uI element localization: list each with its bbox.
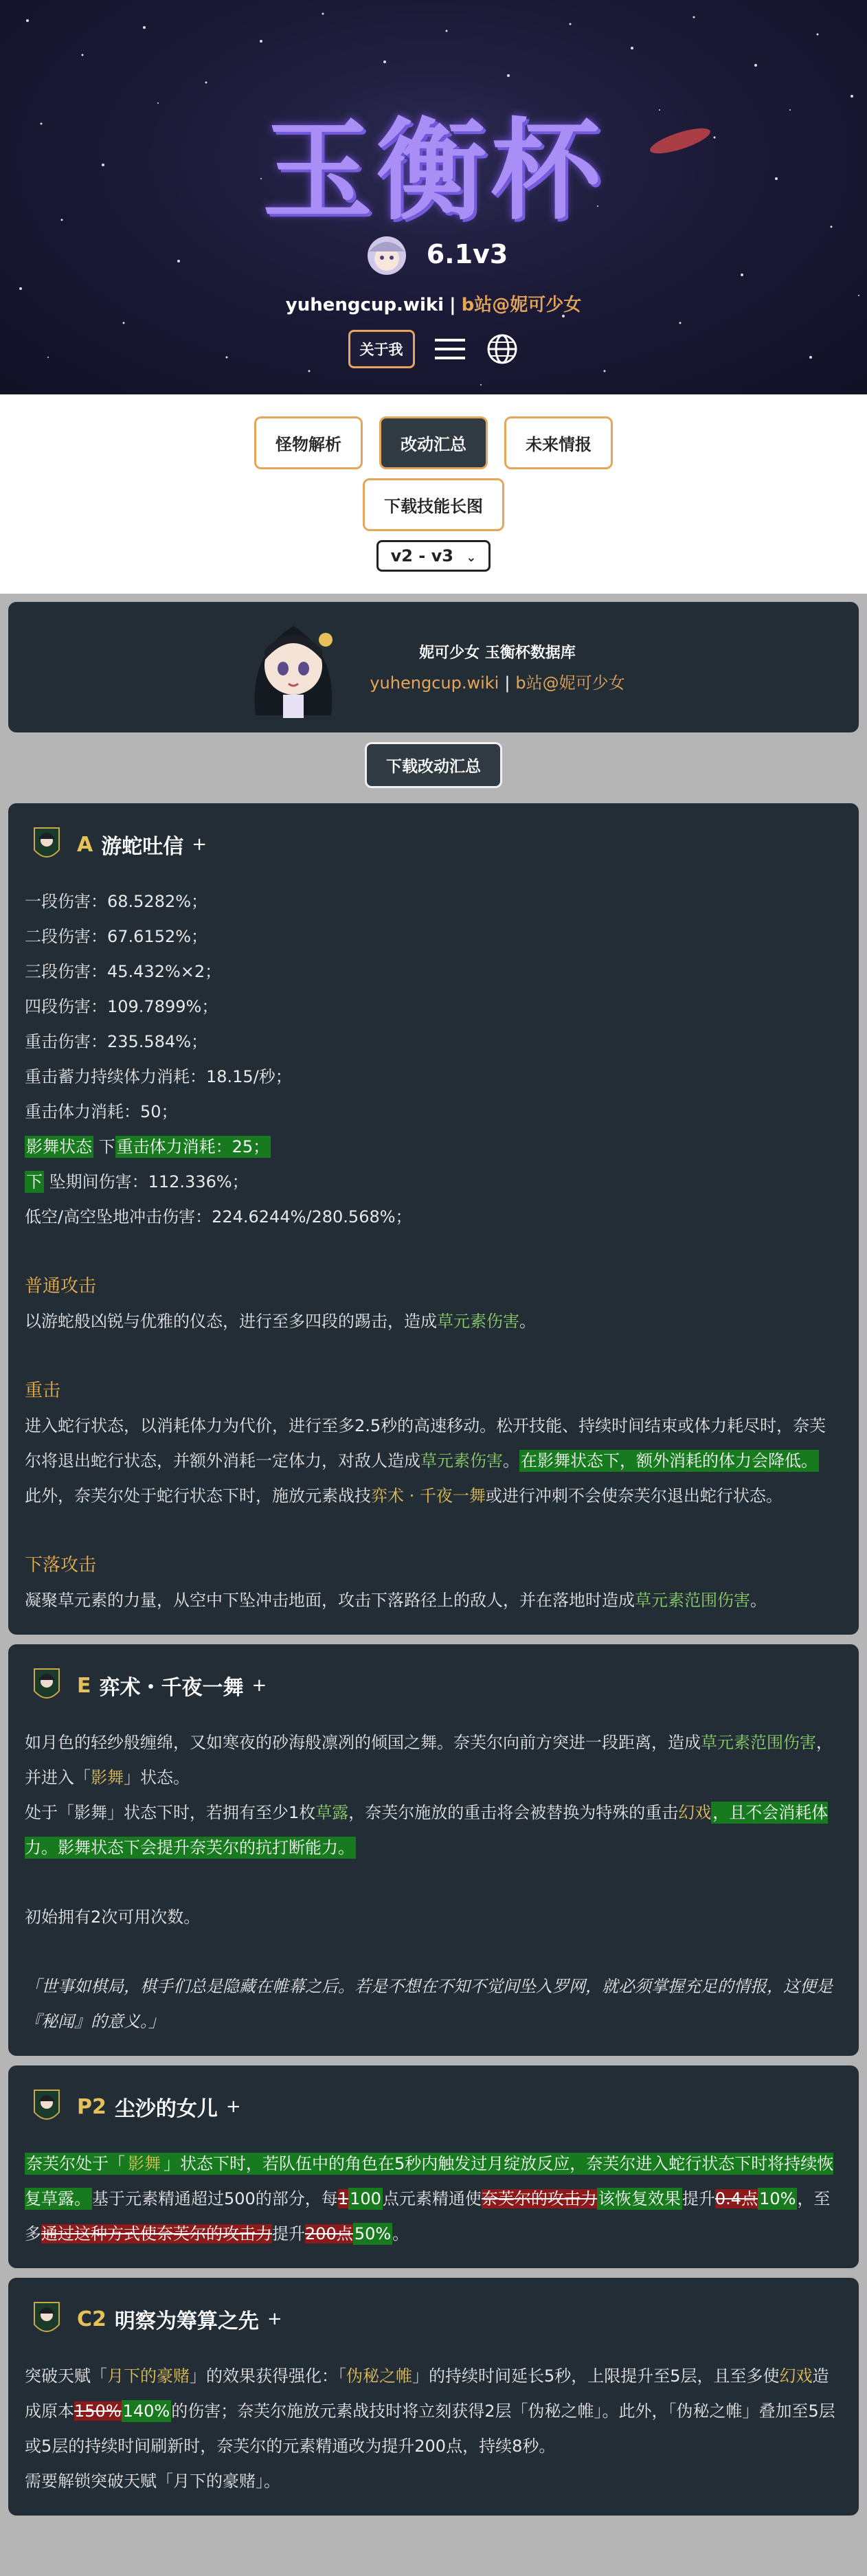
skill-reference: 幻戏 (678, 1803, 712, 1822)
skill-reference: 弈术 · 千夜一舞 (371, 1486, 486, 1505)
stat-line: 一段伤害：68.5282%； (25, 892, 208, 911)
skill-card-p2 (8, 2065, 859, 2268)
text: 」的效果获得强化：「 (190, 2366, 346, 2386)
skill-name: 游蛇吐信 (101, 835, 184, 859)
section-text (25, 2359, 842, 2464)
download-changes-button[interactable]: 下载改动汇总 (365, 742, 502, 788)
intro-divider: | (504, 673, 510, 693)
version-label: 6.1v3 (426, 239, 508, 269)
nav-panel (0, 394, 867, 594)
stat-line: 重击伤害：235.584%； (25, 1032, 208, 1051)
added-text: 10% (759, 2189, 796, 2208)
hero-links (0, 291, 867, 316)
version-select-value: v2 - v3 (390, 546, 453, 565)
skill-name: 尘沙的女儿 (114, 2097, 218, 2121)
added-text: 在影舞状态下，额外消耗的体力会降低。 (521, 1451, 818, 1470)
dendro-text: 草元素伤害 (437, 1312, 519, 1331)
expand-toggle[interactable]: + (225, 2096, 241, 2117)
section-title: 普通攻击 (25, 1276, 97, 1297)
removed-text: 奈芙尔的攻击力 (481, 2189, 597, 2208)
added-text: 影舞 (128, 2154, 161, 2173)
version-row (0, 227, 867, 282)
skill-portrait-icon (25, 822, 69, 866)
text: 」状态。 (124, 1768, 190, 1787)
intro-links (370, 669, 624, 693)
added-text: 重击体力消耗：25； (116, 1137, 270, 1156)
section-title: 重击 (25, 1380, 61, 1401)
hero-banner (0, 0, 867, 394)
skill-key: E (77, 1673, 91, 1698)
added-text: 」状态下时，若队伍中的角色在5秒内触发过月绽放反应，奈芙尔进入蛇行状态下时将持续恢复草露。 (25, 2154, 834, 2208)
site-link[interactable]: yuhengcup.wiki (285, 295, 444, 315)
spacer (25, 1866, 842, 1900)
stat-line: 二段伤害：67.6152%； (25, 927, 208, 946)
chevron-down-icon: ⌄ (466, 550, 477, 565)
skill-header (25, 822, 842, 866)
skill-portrait-icon (25, 1664, 69, 1707)
skill-key: P2 (77, 2094, 106, 2119)
text: 点元素精通使 (382, 2189, 482, 2208)
text: 的伤害；奈芙尔施放元素战技时将立刻获得2层「伪秘之帷」。此外，「伪秘之帷」叠加至5层或5层的持续时间刷新时，奈芙尔的元素精通改为提升200点，持续8秒。 (25, 2401, 835, 2456)
site-logo: 玉衡杯 (262, 106, 605, 235)
text: 凝聚草元素的力量，从空中下坠冲击地面，攻击下落路径上的敌人，并在落地时造成 (25, 1591, 635, 1610)
dendro-text: 草元素伤害 (420, 1451, 503, 1470)
dendro-text: 草露 (315, 1803, 349, 1822)
text: 提升 (682, 2189, 715, 2208)
stat-line: 三段伤害：45.432%×2； (25, 962, 222, 981)
text: 。 (519, 1312, 536, 1331)
stat-text: 坠期间伤害：112.336%； (44, 1172, 249, 1191)
section-text (25, 1725, 842, 1795)
download-changes-row (8, 742, 859, 788)
added-text: 该恢复效果 (598, 2189, 681, 2208)
expand-toggle[interactable]: + (192, 834, 207, 855)
expand-toggle[interactable]: + (251, 1675, 267, 1696)
stat-line: 低空/高空坠地冲击伤害：224.6244%/280.568%； (25, 1207, 412, 1227)
about-button[interactable]: 关于我 (348, 330, 415, 368)
status-reference: 影舞 (91, 1768, 124, 1787)
text: ，奈芙尔施放的重击将会被替换为特殊的重击 (348, 1803, 679, 1822)
version-select-row (0, 540, 867, 572)
skill-header (25, 2085, 842, 2129)
flavor-quote: 「世事如棋局，棋手们总是隐藏在帷幕之后。若是不想在不知不觉间坠入罗网，就必须掌握充足的情报，这便是『秘闻』的意义。」 (25, 1977, 833, 2031)
skill-header (25, 2297, 842, 2341)
skill-card-a (8, 803, 859, 1635)
stat-line: 重击体力消耗：50； (25, 1102, 178, 1121)
skill-card-e (8, 1644, 859, 2056)
intro-site-link[interactable]: yuhengcup.wiki (370, 673, 499, 693)
skill-key: A (77, 832, 93, 857)
talent-reference: 月下的豪赌 (107, 2366, 190, 2386)
skill-header (25, 1664, 842, 1707)
globe-icon (486, 333, 518, 365)
text: 处于「影舞」状态下时，若拥有至少1枚 (25, 1803, 316, 1822)
menu-button[interactable] (433, 332, 467, 366)
expand-toggle[interactable]: + (267, 2309, 282, 2329)
added-text: 奈芙尔处于「 (26, 2154, 125, 2173)
stat-line-added (25, 1130, 842, 1165)
intro-bili-link[interactable]: b站@妮可少女 (515, 673, 625, 693)
text: ，至多 (25, 2189, 831, 2243)
menu-icon (435, 337, 465, 361)
text: 基于元素精通超过500的部分，每 (92, 2189, 338, 2208)
content-area (0, 594, 867, 2516)
section-text (25, 1795, 842, 1866)
added-text: 下 (26, 1172, 43, 1191)
mascot-icon (359, 227, 414, 282)
download-skill-image-button[interactable]: 下载技能长图 (363, 478, 504, 531)
stat-line: 重击蓄力持续体力消耗：18.15/秒； (25, 1067, 292, 1086)
removed-text: 200点 (305, 2224, 353, 2243)
skill-name: 明察为筹算之先 (114, 2309, 259, 2333)
text: 造成原本 (25, 2366, 829, 2421)
added-text: ，且不会消耗体力。影舞状态下会提升奈芙尔的抗打断能力。 (25, 1803, 829, 1857)
skill-reference: 幻戏 (779, 2366, 813, 2386)
link-divider: | (449, 295, 456, 315)
text: 进入蛇行状态，以消耗体力为代价，进行至多2.5秒的高速移动。松开技能、持续时间结束或体力耗尽时，奈芙尔将退出蛇行状态，并额外消耗一定体力，对敌人造成 (25, 1416, 826, 1470)
removed-text: 通过这种方式使奈芙尔的攻击力 (41, 2224, 272, 2243)
skill-name: 弈术・千夜一舞 (99, 1676, 244, 1700)
tab-monster-analysis[interactable]: 怪物解析 (254, 416, 363, 469)
text: 。 (503, 1451, 519, 1470)
added-text: 140% (122, 2401, 170, 2421)
section-text (25, 2147, 842, 2252)
section-text (25, 1304, 842, 1339)
intro-card (8, 602, 859, 732)
nav-tabs (0, 416, 867, 469)
removed-text: 150% (74, 2401, 122, 2421)
language-button[interactable] (485, 332, 519, 366)
skill-card-c2 (8, 2278, 859, 2516)
text: 」的持续时间延长5秒，上限提升至5层，且至多使 (412, 2366, 780, 2386)
text: 。 (392, 2224, 409, 2243)
charges-text: 初始拥有2次可用次数。 (25, 1907, 201, 1927)
dendro-text: 草元素范围伤害 (635, 1591, 750, 1610)
requirement-text: 需要解锁突破天赋「月下的豪赌」。 (25, 2472, 280, 2491)
removed-text: 1 (337, 2189, 349, 2208)
text: 或进行冲刺不会使奈芙尔退出蛇行状态。 (485, 1486, 782, 1505)
text: 以游蛇般凶锐与优雅的仪态，进行至多四段的踢击，造成 (25, 1312, 437, 1331)
stat-text: 下 (93, 1137, 115, 1156)
tab-future-info[interactable]: 未来情报 (504, 416, 613, 469)
dendro-text: 草元素范围伤害 (701, 1733, 816, 1752)
added-text: 50% (354, 2224, 392, 2243)
section-text (25, 1479, 842, 1514)
nav-download-row (0, 478, 867, 531)
removed-text: 0.4点 (714, 2189, 758, 2208)
hero-controls (0, 330, 867, 368)
stat-line-added (25, 1165, 842, 1200)
skill-portrait-icon (25, 2297, 69, 2341)
section-text (25, 1409, 842, 1479)
section-title: 下落攻击 (25, 1555, 97, 1576)
text: 此外，奈芙尔处于蛇行状态下时，施放元素战技 (25, 1486, 371, 1505)
added-text: 100 (350, 2189, 381, 2208)
intro-title: 妮可少女 玉衡杯数据库 (419, 645, 576, 662)
mascot-icon (242, 612, 345, 722)
text: 。 (750, 1591, 767, 1610)
skill-portrait-icon (25, 2085, 69, 2129)
bilibili-link[interactable]: b站@妮可少女 (461, 295, 582, 315)
status-reference: 伪秘之帷 (346, 2366, 412, 2386)
stat-line: 四段伤害：109.7899%； (25, 997, 218, 1016)
section-text (25, 1583, 842, 1618)
text: 如月色的轻纱般缠绵，又如寒夜的砂海般凛冽的倾国之舞。奈芙尔向前方突进一段距离，造成 (25, 1733, 701, 1752)
version-select[interactable] (376, 540, 491, 572)
text: 突破天赋「 (25, 2366, 107, 2386)
tab-changes-summary[interactable]: 改动汇总 (379, 416, 488, 469)
spacer (25, 1935, 842, 1969)
text: 提升 (272, 2224, 305, 2243)
intro-text (370, 641, 624, 693)
skill-key: C2 (77, 2307, 106, 2331)
added-text: 影舞状态 (26, 1137, 92, 1156)
text: ，并进入「 (25, 1733, 833, 1787)
